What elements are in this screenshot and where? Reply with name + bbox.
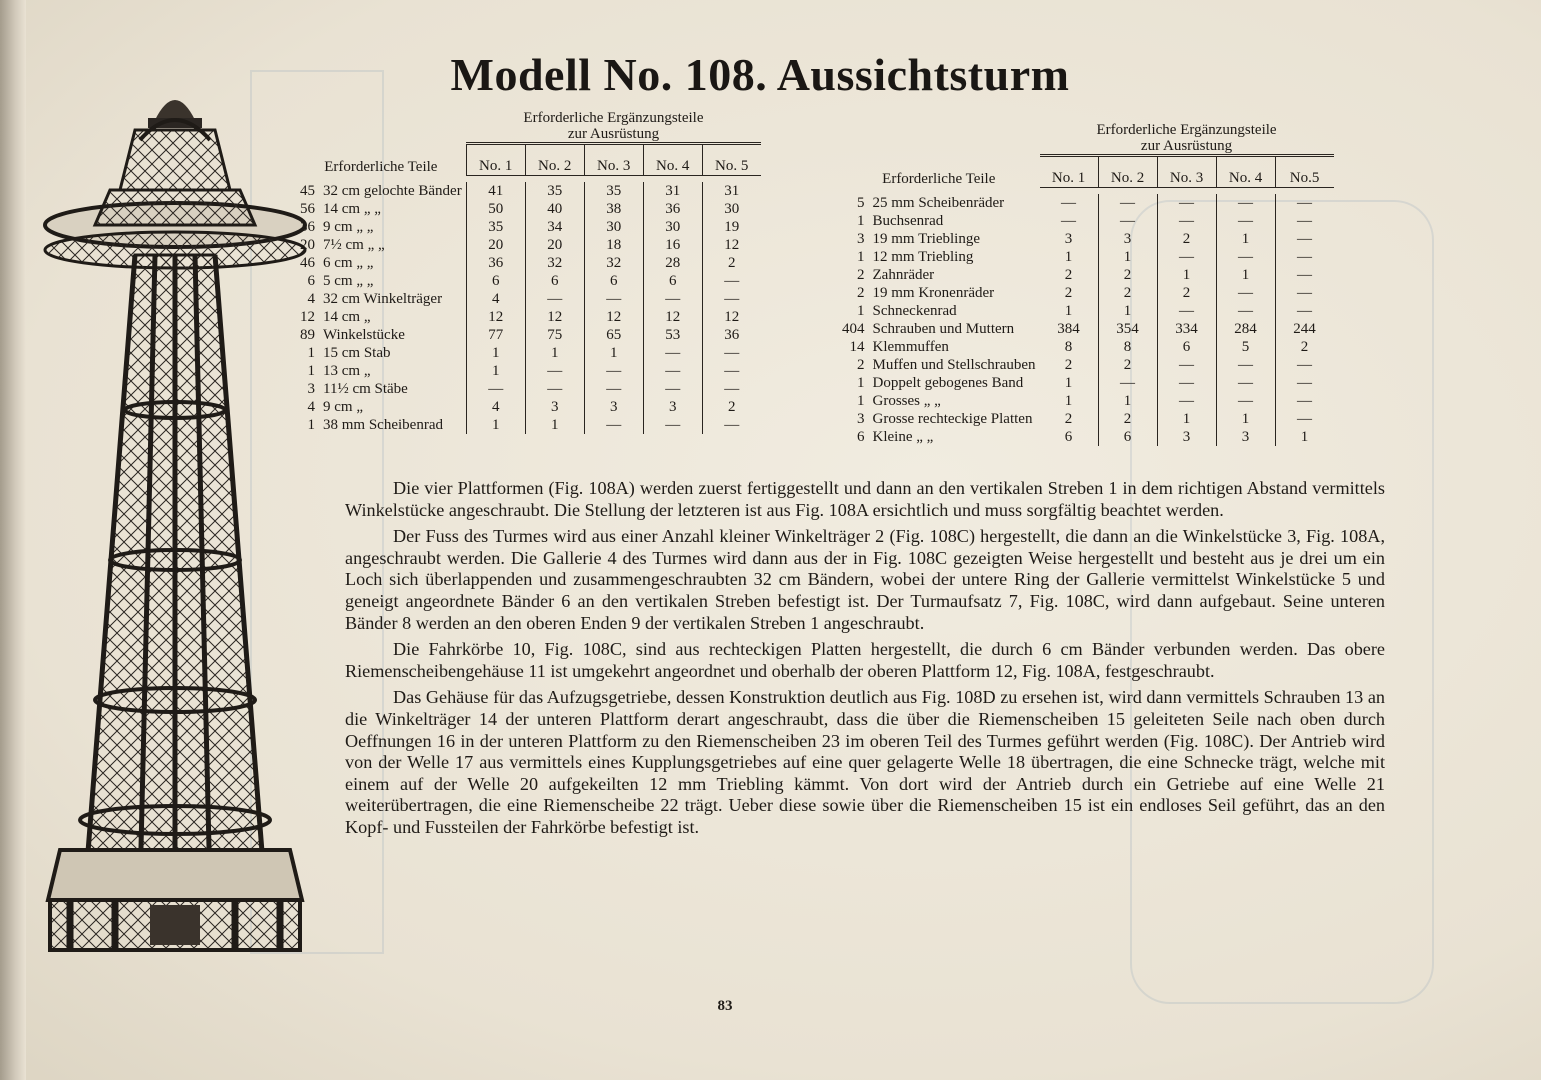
value-cell: — <box>1275 194 1334 212</box>
qty-cell: 1 <box>857 375 865 391</box>
value-cell: — <box>1275 230 1334 248</box>
qty-cell: 1 <box>307 363 315 379</box>
instructions-text <box>345 478 1385 844</box>
value-cell: — <box>1157 374 1216 392</box>
value-cell: 36 <box>466 254 525 272</box>
value-cell: — <box>1157 194 1216 212</box>
table-row <box>296 254 761 272</box>
value-cell: 31 <box>702 182 761 200</box>
table-row <box>296 236 761 254</box>
column-header: No. 2 <box>1098 156 1157 188</box>
value-cell: 6 <box>1064 429 1073 445</box>
part-name-cell: 32 cm Winkelträger <box>323 291 443 307</box>
part-name-cell: 12 mm Triebling <box>872 249 974 265</box>
value-cell: — <box>1216 374 1275 392</box>
qty-cell: 89 <box>300 327 315 343</box>
qty-cell: 2 <box>857 357 865 373</box>
qty-cell: 1 <box>307 345 315 361</box>
paragraph: Die Fahrkörbe 10, Fig. 108C, sind aus rechteckigen Platten hergestellt, die durch 6 cm Bänder verbunden werden. Das obere Riemenscheibengehäuse 11 ist umgekehrt angeordnet und oberhalb der oberen Plattform 12, Fig. 108A, festgeschraubt. <box>345 639 1385 681</box>
value-cell: 3 <box>1157 428 1216 446</box>
value-cell: — <box>1275 410 1334 428</box>
value-cell: 41 <box>466 182 525 200</box>
value-cell: 75 <box>525 326 584 344</box>
value-cell: 35 <box>466 218 525 236</box>
qty-cell: 56 <box>300 201 315 217</box>
column-header: No. 5 <box>702 144 761 176</box>
value-cell: — <box>1275 302 1334 320</box>
value-cell: 20 <box>466 236 525 254</box>
value-cell: 1 <box>1157 410 1216 428</box>
page-number: 83 <box>717 998 733 1014</box>
value-cell: 4 <box>466 290 525 308</box>
qty-cell: 4 <box>307 291 315 307</box>
qty-cell: 2 <box>857 267 865 283</box>
value-cell: — <box>584 362 643 380</box>
value-cell: — <box>1216 284 1275 302</box>
qty-cell: 36 <box>300 219 315 235</box>
part-name-cell: Kleine „ „ <box>872 429 934 445</box>
value-cell: — <box>1275 356 1334 374</box>
value-cell: 2 <box>1098 266 1157 284</box>
table-row <box>296 362 761 380</box>
qty-cell: 20 <box>300 237 315 253</box>
table-body <box>296 182 761 434</box>
table-row <box>838 338 1334 356</box>
value-cell: — <box>1275 248 1334 266</box>
value-cell: — <box>1216 356 1275 374</box>
value-cell: — <box>1275 374 1334 392</box>
value-cell: — <box>1216 212 1275 230</box>
table-row <box>296 344 761 362</box>
table-row <box>838 284 1334 302</box>
qty-cell: 1 <box>857 249 865 265</box>
table-row <box>838 374 1334 392</box>
qty-cell: 1 <box>307 417 315 433</box>
value-cell: 1 <box>1098 248 1157 266</box>
value-cell: 1 <box>1098 302 1157 320</box>
value-cell: 6 <box>525 272 584 290</box>
value-cell: 3 <box>1098 230 1157 248</box>
qty-cell: 3 <box>307 381 315 397</box>
value-cell: 20 <box>525 236 584 254</box>
part-name-cell: 6 cm „ „ <box>323 255 374 271</box>
table-row <box>296 200 761 218</box>
value-cell: — <box>1098 212 1157 230</box>
value-cell: 32 <box>584 254 643 272</box>
caption-line-2: zur Ausrüstung <box>567 126 660 142</box>
table-row <box>296 380 761 398</box>
value-cell: — <box>1275 212 1334 230</box>
value-cell: 1 <box>584 344 643 362</box>
table-row <box>296 326 761 344</box>
value-cell: 1 <box>525 344 584 362</box>
value-cell: — <box>1275 392 1334 410</box>
value-cell: 53 <box>643 326 702 344</box>
value-cell: — <box>702 344 761 362</box>
value-cell: — <box>525 380 584 398</box>
value-cell: 32 <box>525 254 584 272</box>
right-parts-table <box>838 122 1334 446</box>
value-cell: 6 <box>643 272 702 290</box>
value-cell: — <box>1216 194 1275 212</box>
value-cell: — <box>1216 248 1275 266</box>
value-cell: — <box>643 380 702 398</box>
table-caption <box>1040 122 1334 156</box>
value-cell: 28 <box>643 254 702 272</box>
table-caption-row <box>296 110 761 144</box>
value-cell: 2 <box>702 254 761 272</box>
value-cell: 1 <box>1064 393 1073 409</box>
table-row <box>296 182 761 200</box>
page-gutter-shadow <box>0 0 26 1080</box>
value-cell: 1 <box>1064 375 1073 391</box>
part-name-cell: 14 cm „ „ <box>323 201 381 217</box>
column-header: No. 2 <box>525 144 584 176</box>
table-row <box>838 320 1334 338</box>
paragraph: Die vier Plattformen (Fig. 108A) werden zuerst fertiggestellt und dann an den vertikalen Streben 1 in dem richtigen Abstand vermittels Winkelstücke angeschraubt. Die Stellung der letzteren ist aus Fig. 108A ersichtlich und muss sorgfältig beachtet werden. <box>345 478 1385 520</box>
value-cell: 8 <box>1098 338 1157 356</box>
value-cell: — <box>1098 374 1157 392</box>
part-name-cell: 9 cm „ „ <box>323 219 374 235</box>
value-cell: 2 <box>1098 356 1157 374</box>
qty-cell: 4 <box>307 399 315 415</box>
value-cell: — <box>466 380 525 398</box>
part-name-cell: 25 mm Scheibenräder <box>872 195 1005 211</box>
table-row <box>838 428 1334 446</box>
value-cell: 5 <box>1216 338 1275 356</box>
part-name-cell: Schneckenrad <box>872 303 957 319</box>
value-cell: 6 <box>1157 338 1216 356</box>
value-cell: 2 <box>1157 230 1216 248</box>
value-cell: 38 <box>584 200 643 218</box>
value-cell: 2 <box>1098 284 1157 302</box>
value-cell: 2 <box>1064 285 1073 301</box>
value-cell: — <box>1216 392 1275 410</box>
value-cell: — <box>702 380 761 398</box>
table-row <box>838 392 1334 410</box>
value-cell: 12 <box>702 308 761 326</box>
part-name-cell: 15 cm Stab <box>323 345 391 361</box>
qty-cell: 1 <box>857 393 865 409</box>
value-cell: — <box>643 416 702 434</box>
qty-cell: 45 <box>300 183 315 199</box>
part-name-cell: Grosse rechteckige Platten <box>872 411 1033 427</box>
part-name-cell: Muffen und Stellschrauben <box>872 357 1036 373</box>
table-row <box>296 398 761 416</box>
table-row <box>296 308 761 326</box>
table-row <box>838 410 1334 428</box>
value-cell: — <box>1216 302 1275 320</box>
qty-cell: 2 <box>857 285 865 301</box>
value-cell: — <box>525 362 584 380</box>
parts-header: Erforderliche Teile <box>324 158 438 175</box>
value-cell: — <box>643 290 702 308</box>
value-cell: — <box>1275 266 1334 284</box>
part-name-cell: 5 cm „ „ <box>323 273 374 289</box>
value-cell: 30 <box>584 218 643 236</box>
value-cell: 2 <box>1064 267 1073 283</box>
value-cell: 77 <box>466 326 525 344</box>
table-row <box>296 416 761 434</box>
value-cell: 1 <box>466 416 525 434</box>
value-cell: 8 <box>1064 339 1073 355</box>
value-cell: 2 <box>1098 410 1157 428</box>
value-cell: — <box>702 272 761 290</box>
qty-cell: 1 <box>857 303 865 319</box>
value-cell: — <box>525 290 584 308</box>
value-cell: 1 <box>1216 410 1275 428</box>
qty-cell: 12 <box>300 309 315 325</box>
table-row <box>296 272 761 290</box>
table-header-row <box>838 156 1334 188</box>
value-cell: 354 <box>1098 320 1157 338</box>
value-cell: 6 <box>1098 428 1157 446</box>
column-header: No. 1 <box>466 144 525 176</box>
parts-header: Erforderliche Teile <box>882 170 996 187</box>
value-cell: 12 <box>702 236 761 254</box>
value-cell: — <box>1275 284 1334 302</box>
table-row <box>838 194 1334 212</box>
table-row <box>838 230 1334 248</box>
value-cell: — <box>702 290 761 308</box>
value-cell: 1 <box>466 362 525 380</box>
value-cell: 12 <box>466 308 525 326</box>
value-cell: 36 <box>643 200 702 218</box>
value-cell: 334 <box>1157 320 1216 338</box>
value-cell: — <box>1098 194 1157 212</box>
value-cell: 19 <box>702 218 761 236</box>
qty-cell: 6 <box>857 429 865 445</box>
table-body <box>838 194 1334 446</box>
value-cell: 34 <box>525 218 584 236</box>
table-row <box>838 248 1334 266</box>
value-cell: — <box>1157 248 1216 266</box>
caption-line-2: zur Ausrüstung <box>1140 138 1233 154</box>
column-header: No. 1 <box>1040 156 1099 188</box>
caption-line-1: Erforderliche Ergänzungsteile <box>523 110 704 126</box>
value-cell: 35 <box>584 182 643 200</box>
table-row <box>838 266 1334 284</box>
value-cell: — <box>1061 195 1077 211</box>
part-name-cell: 13 cm „ <box>323 363 371 379</box>
table-row <box>838 212 1334 230</box>
column-header: No. 4 <box>1216 156 1275 188</box>
value-cell: 1 <box>525 416 584 434</box>
table-header-row <box>296 144 761 176</box>
qty-cell: 46 <box>300 255 315 271</box>
value-cell: 2 <box>1064 357 1073 373</box>
value-cell: 3 <box>643 398 702 416</box>
part-name-cell: Grosses „ „ <box>872 393 941 409</box>
value-cell: 1 <box>1216 266 1275 284</box>
value-cell: — <box>584 416 643 434</box>
part-name-cell: 14 cm „ <box>323 309 371 325</box>
qty-cell: 3 <box>857 411 865 427</box>
part-name-cell: 38 mm Scheibenrad <box>323 417 443 433</box>
part-name-cell: Winkelstücke <box>323 327 405 343</box>
value-cell: 2 <box>1275 338 1334 356</box>
value-cell: 3 <box>584 398 643 416</box>
value-cell: 30 <box>643 218 702 236</box>
paragraph: Das Gehäuse für das Aufzugsgetriebe, dessen Konstruktion deutlich aus Fig. 108D zu ersehen ist, wird dann vermittels Schrauben 13 an die Winkelträger 14 der unteren Plattform derart angeschraubt, dass die über die Riemenscheiben 15 geleiteten Seile nach oben durch Oeffnungen 16 in der unteren Plattform zu den Riemenscheiben 23 im oberen Teil des Turmes geführt werden (Fig. 108C). Der Antrieb wird von der Welle 17 aus vermittels eines Kupplungsgetriebes auf eine quer gelagerte Welle 18 übertragen, die eine Schnecke trägt, welche mit einem auf der Welle 20 aufgekeilten 12 mm Triebling kämmt. Von dort wird der Antrieb durch ein Getriebe auf eine Welle 21 weiterübertragen, die eine Riemenscheibe 22 trägt. Ueber diese sowie über die Riemenscheiben 15 ist ein endloses Seil geführt, das an den Kopf- und Fussteilen der Fahrkörbe befestigt ist. <box>345 687 1385 837</box>
part-name-cell: 19 mm Trieblinge <box>872 231 981 247</box>
value-cell: 12 <box>525 308 584 326</box>
value-cell: 3 <box>1216 428 1275 446</box>
column-header: No.5 <box>1275 156 1334 188</box>
part-name-cell: Schrauben und Muttern <box>872 321 1015 337</box>
value-cell: 65 <box>584 326 643 344</box>
value-cell: 31 <box>643 182 702 200</box>
value-cell: 18 <box>584 236 643 254</box>
value-cell: — <box>1061 213 1077 229</box>
value-cell: 3 <box>1064 231 1073 247</box>
left-parts-table <box>296 110 761 434</box>
value-cell: 2 <box>1064 411 1073 427</box>
part-name-cell: Zahnräder <box>872 267 935 283</box>
value-cell: 30 <box>702 200 761 218</box>
table-caption-row <box>838 122 1334 156</box>
tower-illustration <box>40 80 310 960</box>
value-cell: 284 <box>1216 320 1275 338</box>
value-cell: 40 <box>525 200 584 218</box>
table-row <box>296 290 761 308</box>
value-cell: 2 <box>1157 284 1216 302</box>
part-name-cell: 9 cm „ <box>323 399 363 415</box>
value-cell: 1 <box>1157 266 1216 284</box>
table-row <box>296 218 761 236</box>
column-header: No. 3 <box>584 144 643 176</box>
qty-cell: 6 <box>307 273 315 289</box>
part-name-cell: Doppelt gebogenes Band <box>872 375 1024 391</box>
qty-cell: 3 <box>857 231 865 247</box>
value-cell: 6 <box>466 272 525 290</box>
qty-cell: 404 <box>842 321 865 337</box>
value-cell: — <box>1157 212 1216 230</box>
qty-cell: 1 <box>857 213 865 229</box>
table-caption <box>466 110 761 144</box>
part-name-cell: 32 cm gelochte Bänder <box>323 183 462 199</box>
value-cell: — <box>1157 392 1216 410</box>
value-cell: — <box>1157 356 1216 374</box>
value-cell: — <box>1157 302 1216 320</box>
value-cell: — <box>702 416 761 434</box>
value-cell: — <box>584 380 643 398</box>
value-cell: 1 <box>1064 249 1073 265</box>
paragraph: Der Fuss des Turmes wird aus einer Anzahl kleiner Winkelträger 2 (Fig. 108C) hergestellt, die dann an die Winkelstücke 3, Fig. 108A, angeschraubt werden. Die Gallerie 4 des Turmes wird dann aus der in Fig. 108C gezeigten Weise hergestellt und besteht aus je drei um ein Loch sich überlappenden und zusammengeschraubten 32 cm Bändern, wobei der untere Ring der Gallerie vermittelst Winkelstücke 5 und geneigt angeordnete Bänder 6 an den vertikalen Streben befestigt ist. Der Turmaufsatz 7, Fig. 108C, wird dann aufgebaut. Seine unteren Bänder 8 werden an den oberen Enden 9 der vertikalen Streben 1 angeschraubt. <box>345 526 1385 633</box>
value-cell: 384 <box>1057 321 1080 337</box>
value-cell: 50 <box>466 200 525 218</box>
value-cell: 1 <box>1064 303 1073 319</box>
part-name-cell: Klemmuffen <box>872 339 949 355</box>
value-cell: — <box>702 362 761 380</box>
value-cell: 2 <box>702 398 761 416</box>
value-cell: 36 <box>702 326 761 344</box>
value-cell: 1 <box>1216 230 1275 248</box>
value-cell: 244 <box>1275 320 1334 338</box>
value-cell: 1 <box>1275 428 1334 446</box>
value-cell: 1 <box>1098 392 1157 410</box>
value-cell: 1 <box>466 344 525 362</box>
qty-cell: 14 <box>849 339 865 355</box>
value-cell: 35 <box>525 182 584 200</box>
qty-cell: 5 <box>857 195 865 211</box>
value-cell: 3 <box>525 398 584 416</box>
part-name-cell: 19 mm Kronenräder <box>872 285 995 301</box>
value-cell: 12 <box>643 308 702 326</box>
table-row <box>838 356 1334 374</box>
value-cell: 16 <box>643 236 702 254</box>
column-header: No. 4 <box>643 144 702 176</box>
value-cell: 12 <box>584 308 643 326</box>
value-cell: 6 <box>584 272 643 290</box>
page-title: Modell No. 108. Aussichtsturm <box>450 49 1070 100</box>
value-cell: 4 <box>466 398 525 416</box>
value-cell: — <box>643 362 702 380</box>
part-name-cell: Buchsenrad <box>872 213 944 229</box>
caption-line-1: Erforderliche Ergänzungsteile <box>1096 122 1277 138</box>
value-cell: — <box>643 344 702 362</box>
column-header: No. 3 <box>1157 156 1216 188</box>
part-name-cell: 7½ cm „ „ <box>323 237 385 253</box>
table-row <box>838 302 1334 320</box>
part-name-cell: 11½ cm Stäbe <box>323 381 408 397</box>
value-cell: — <box>584 290 643 308</box>
